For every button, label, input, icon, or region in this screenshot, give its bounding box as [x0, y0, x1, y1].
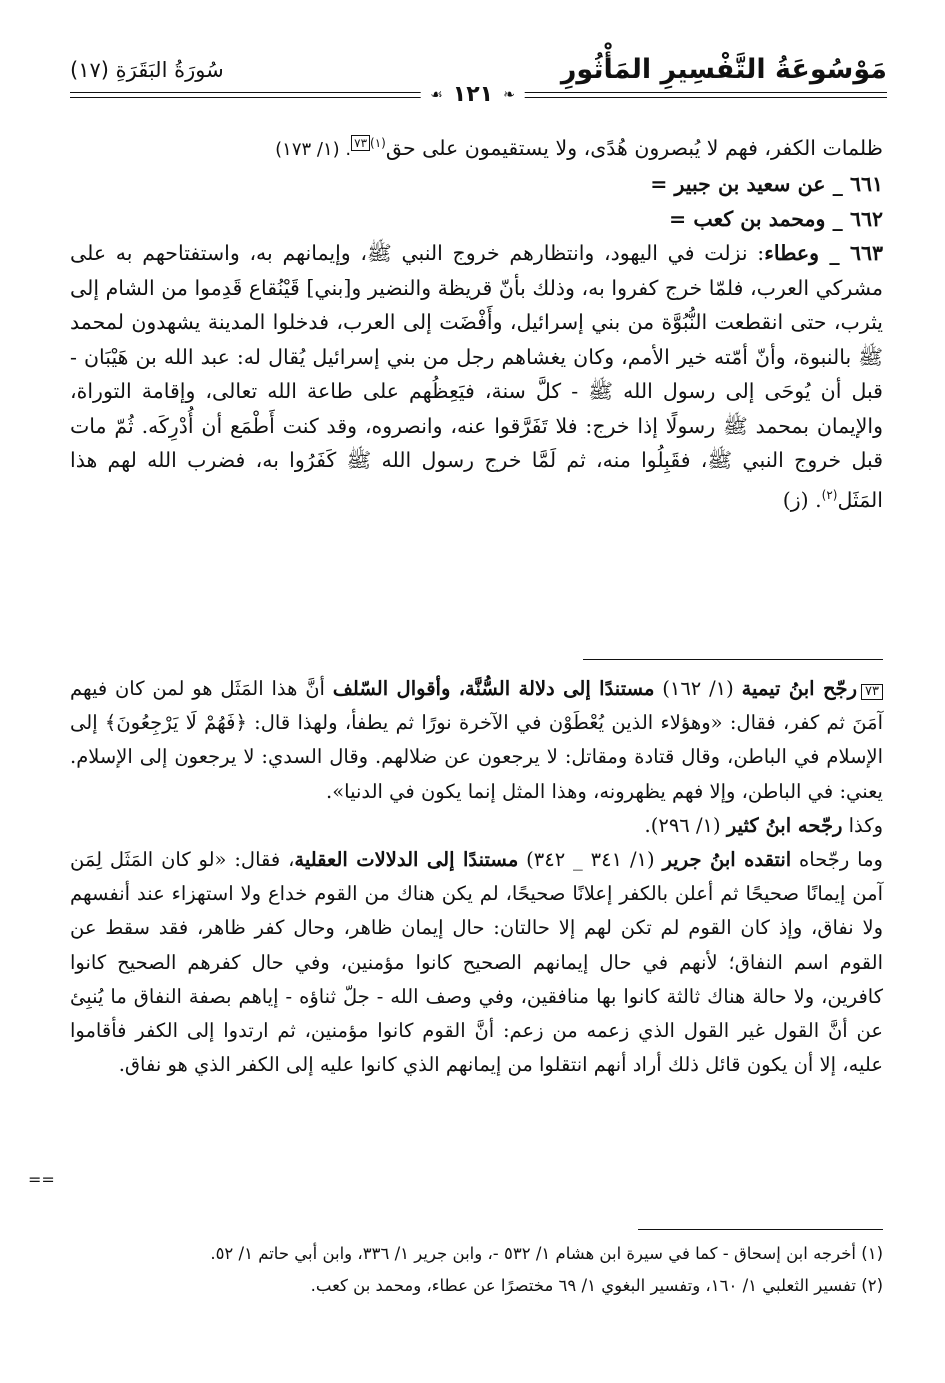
paragraph — [70, 236, 883, 517]
footnote-separator — [638, 1229, 883, 1230]
continuation-mark: == — [28, 1170, 55, 1189]
text-run: ظلمات الكفر، فهم لا يُبصرون هُدًى، ولا يستقيمون على حق — [385, 135, 883, 160]
footnote-marker: (٢) — [821, 487, 838, 502]
text-run: رجّح ابنُ تيمية — [741, 677, 858, 700]
footnote: (١) أخرجه ابن إسحاق - كما في سيرة ابن هشام ١/ ٥٣٢ -، وابن جرير ١/ ٣٣٦، وابن أبي حاتم ١/ ٥٢. — [210, 1244, 883, 1263]
main-text — [70, 126, 883, 517]
page-number: ١٢١ — [452, 82, 494, 107]
footnotes — [70, 1238, 883, 1302]
text-run: وكذا — [842, 813, 883, 837]
footnote-marker: (١) — [370, 136, 386, 150]
page-number-block — [420, 82, 525, 107]
text-run: وما رجّحاه — [791, 848, 883, 872]
paragraph — [70, 672, 883, 809]
ornament-icon: ❧ — [503, 86, 515, 103]
paragraph: ٦٦٢ _ ومحمد بن كعب = — [669, 206, 883, 231]
text-run: أنَّ هذا المَثَل هو لمن كان فيهم آمَنَ ثم كفر، فقال: «وهؤلاء الذين يُعْطَوْن في الآخرة نورًا ثم يطفأ، ولهذا قال: ﴿فَهُمْ لَا يَرْجِعُونَ﴾ إلى الإسلام في الباطن، وقال قتادة ومقاتل: لا يرجعون عن ضلالهم. وقال السدي: لا يرجعون إلى الإسلام. يعني: في الباطن، وإلا فهم يظهرونه، وهذا المثل إنما يكون في الدنيا». — [70, 677, 883, 803]
text-run: انتقده ابنُ جرير — [662, 848, 792, 872]
separator-rule — [583, 659, 883, 660]
text-run: : نزلت في اليهود، وانتظارهم خروج النبي ﷺ، وإيمانهم به، واستفتاحهم به على مشركي العرب، فلمّا خرج كفروا به، وذلك بأنّ قريظة والنضير و[بني] قَيْنُقاع قَدِموا من الشام إلى يثرب، حتى انقطعت النُّبُوَّة من بني إسرائيل، وأَفْضَت إلى العرب، فدخلوا المدينة يشهدون لمحمد ﷺ بالنبوة، وأنّ أمّته خير الأمم، وكان يغشاهم رجل من بني إسرائيل يُقال له: عبد الله بن هَيْبَان - قبل أن يُوحَى إلى رسول الله ﷺ - كلَّ سنة، فيَعِظُهم على طاعة الله تعالى، وإقامة التوراة، والإيمان بمحمد ﷺ رسولًا إذا خرج: فلا تَفَرَّقوا عنه، وانصروه، وقد كنت أَطْمَع أن أُدْرِكَه. ثُمّ مات قبل خروج النبي ﷺ، فقَبِلُوا منه، ثم لَمَّا خرج رسول الله ﷺ كَفَرُوا به، فضرب الله لهم هذا المَثَل — [70, 241, 883, 512]
paragraph: ٦٦١ _ عن سعيد بن جبير = — [650, 172, 883, 197]
paragraph — [70, 126, 883, 167]
book-title: مَوْسُوعَةُ التَّفْسِيرِ المَأْثُورِ — [560, 54, 887, 85]
paragraph — [70, 843, 883, 1082]
text-run: مستندًا إلى دلالة السُّنَّة، وأقوال السّلف — [332, 677, 655, 700]
text-run: ، فقال: «لو كان المَثَل لِمَن آمن إيمانًا صحيحًا ثم أعلن بالكفر إعلانًا صحيحًا، لم يكن هناك من القوم خداع ولا استهزاء عند أنفسهم ولا نفاق، وإذ كان القوم لم تكن لهم إلا حالتان: حال إيمان ظاهر، وحال كفر ظاهر، فقد سقط عن القوم اسم النفاق؛ لأنهم في حال إيمانهم الصحيح كانوا مؤمنين، وفي حال كفرهم الصحيح كانوا كافرين، ولا حالة هناك ثالثة كانوا بها منافقين، وفي وصف الله - جلّ ثناؤه - إياهم بصفة النفاق ما يُنبِئ عن أنَّ القول غير القول الذي زعمه من زعم: أنَّ القوم كانوا مؤمنين، ثم ارتدوا إلى الكفر فأقاموا عليه، إلا أن يكون قائل ذلك أراد أنهم انتقلوا من إيمانهم الذي كانوا عليه إلى الكفر الذي هو نفاق. — [70, 848, 883, 1077]
source-ref: (١/ ٣٤١ _ ٣٤٢) — [518, 848, 663, 872]
footnote: (٢) تفسير الثعلبي ١/ ١٦٠، وتفسير البغوي ١/ ٦٩ مختصرًا عن عطاء، ومحمد بن كعب. — [310, 1276, 883, 1295]
narration-number: ٦٦٣ _ وعطاء — [764, 241, 884, 266]
text-run: رجّحه ابنُ كثير — [726, 813, 843, 837]
note-box-marker: ٧٣ — [351, 135, 370, 151]
surah-label: سُورَةُ البَقَرَةِ (١٧) — [70, 58, 224, 82]
commentary-note — [70, 672, 883, 1082]
paragraph — [70, 809, 883, 843]
source-ref: . (١/ ١٧٣) — [275, 138, 352, 160]
source-ref: . (ز) — [782, 487, 822, 512]
text-run: مستندًا إلى الدلالات العقلية — [294, 848, 519, 872]
note-box-marker: ٧٣ — [861, 684, 883, 700]
source-ref: (١/ ١٦٢) — [654, 677, 742, 700]
text-run: (١/ ٢٩٦). — [644, 813, 727, 837]
ornament-icon: ☙ — [430, 86, 443, 103]
